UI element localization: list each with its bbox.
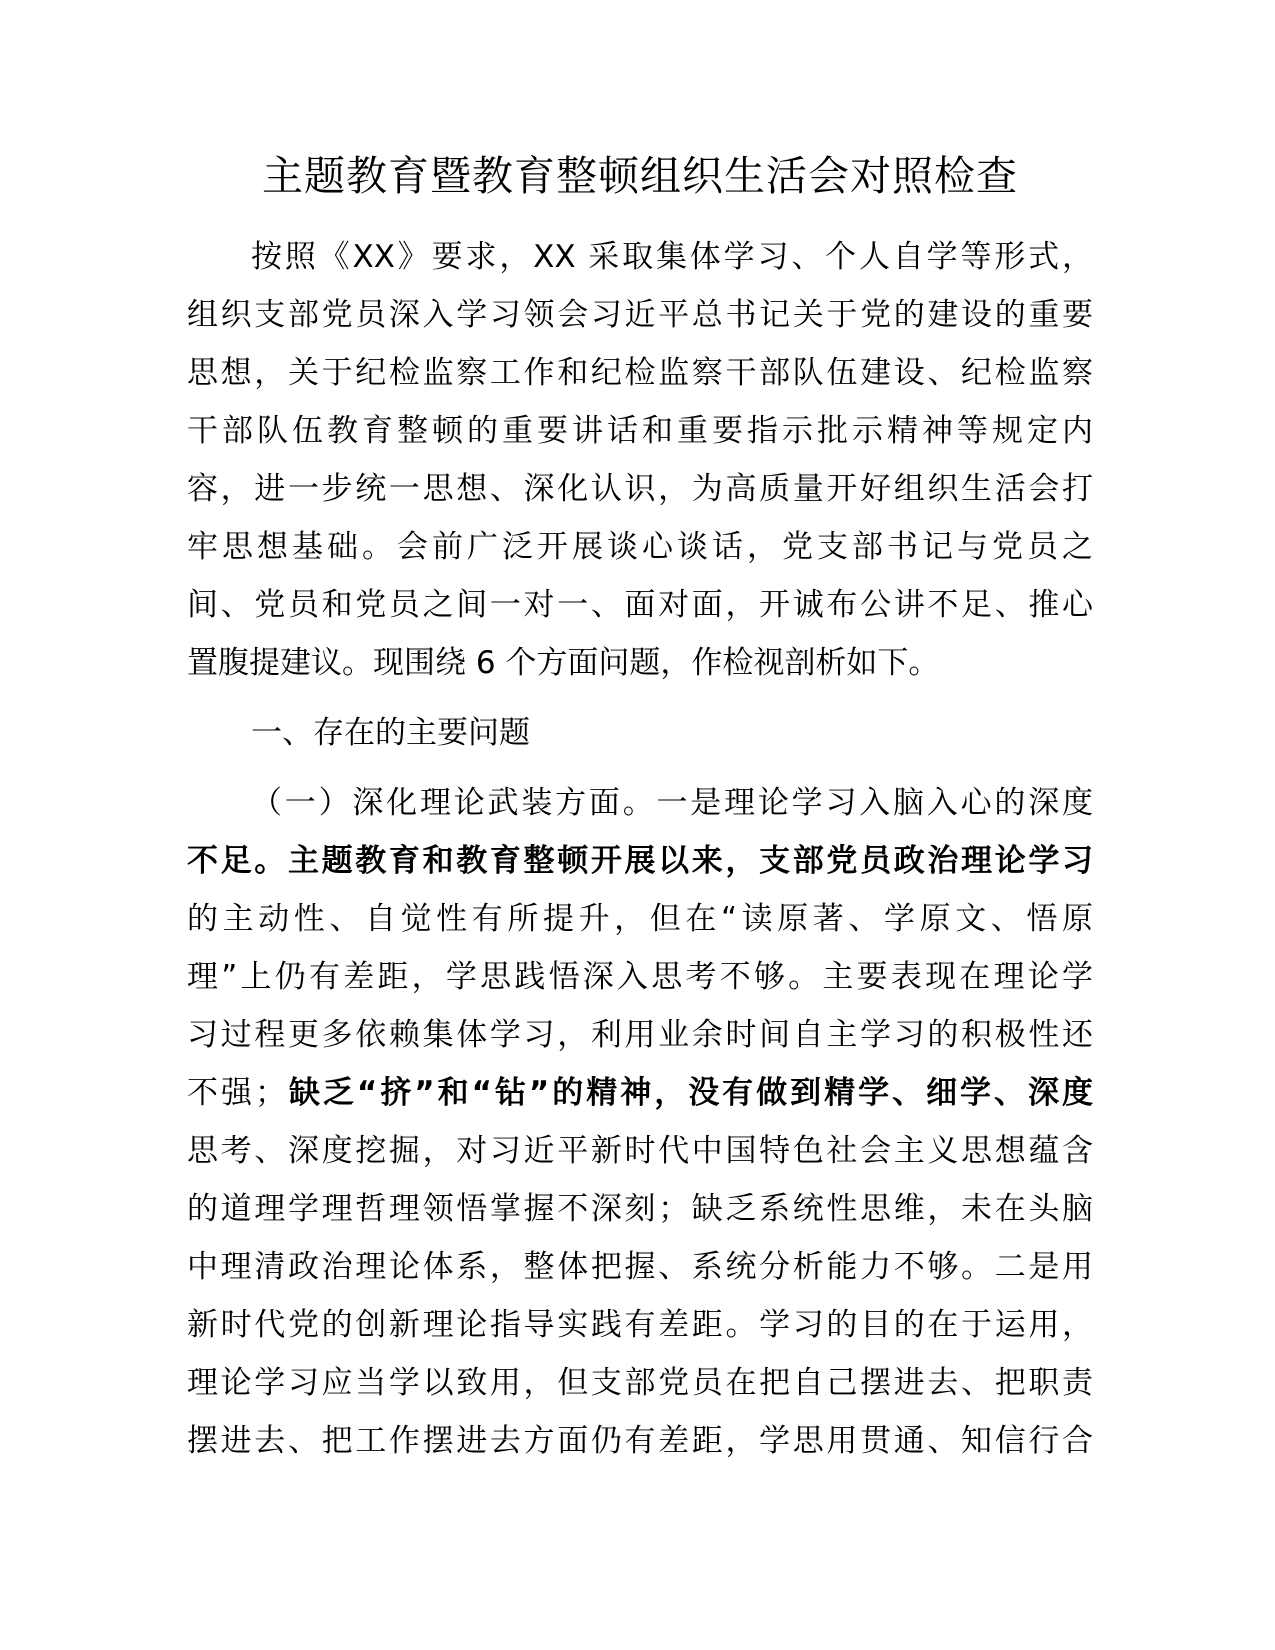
paragraph-line: 牢思想基础。会前广泛开展谈心谈话，党支部书记与党员之 — [187, 529, 1093, 565]
paragraph-line: 的主动性、自觉性有所提升，但在“读原著、学原文、悟原 — [187, 901, 1093, 937]
document-body — [187, 228, 1093, 1470]
bold-text: 不足。主题教育和教育整顿开展以来，支部党员政治理论学习 — [187, 843, 1093, 879]
section1-paragraph — [187, 774, 1093, 1470]
plain-text: 不强； — [187, 1075, 286, 1111]
paragraph-line: 摆进去、把工作摆进去方面仍有差距，学思用贯通、知信行合 — [187, 1423, 1093, 1459]
paragraph-line: 新时代党的创新理论指导实践有差距。学习的目的在于运用， — [187, 1307, 1093, 1343]
paragraph-line: 思想，关于纪检监察工作和纪检监察干部队伍建设、纪检监察 — [187, 355, 1093, 391]
paragraph-line: 理”上仍有差距，学思践悟深入思考不够。主要表现在理论学 — [187, 959, 1093, 995]
paragraph-line: 容，进一步统一思想、深化认识，为高质量开好组织生活会打 — [187, 471, 1093, 507]
paragraph-line: 干部队伍教育整顿的重要讲话和重要指示批示精神等规定内 — [187, 413, 1093, 449]
paragraph-line: 习过程更多依赖集体学习，利用业余时间自主学习的积极性还 — [187, 1017, 1093, 1053]
paragraph-line: 置腹提建议。现围绕 6 个方面问题，作检视剖析如下。 — [187, 645, 940, 681]
section-heading: 一、存在的主要问题 — [251, 715, 530, 751]
document-title: 主题教育暨教育整顿组织生活会对照检查 — [262, 152, 1018, 200]
paragraph-line: 理论学习应当学以致用，但支部党员在把自己摆进去、把职责 — [187, 1365, 1093, 1401]
intro-paragraph — [187, 228, 1093, 692]
paragraph-line: 组织支部党员深入学习领会习近平总书记关于党的建设的重要 — [187, 297, 1093, 333]
paragraph-line: 按照《XX》要求，XX 采取集体学习、个人自学等形式， — [251, 239, 1093, 275]
paragraph-line: 中理清政治理论体系，整体把握、系统分析能力不够。二是用 — [187, 1249, 1093, 1285]
paragraph-line-bold — [187, 832, 1093, 890]
paragraph-line-mixed — [187, 1064, 1093, 1122]
paragraph-line: （一）深化理论武装方面。一是理论学习入脑入心的深度 — [251, 785, 1093, 821]
paragraph-line: 思考、深度挖掘，对习近平新时代中国特色社会主义思想蕴含 — [187, 1133, 1093, 1169]
paragraph-line: 间、党员和党员之间一对一、面对面，开诚布公讲不足、推心 — [187, 587, 1093, 623]
paragraph-line: 的道理学理哲理领悟掌握不深刻；缺乏系统性思维，未在头脑 — [187, 1191, 1093, 1227]
bold-text: 缺乏“挤”和“钻”的精神，没有做到精学、细学、深度 — [285, 1075, 1093, 1111]
